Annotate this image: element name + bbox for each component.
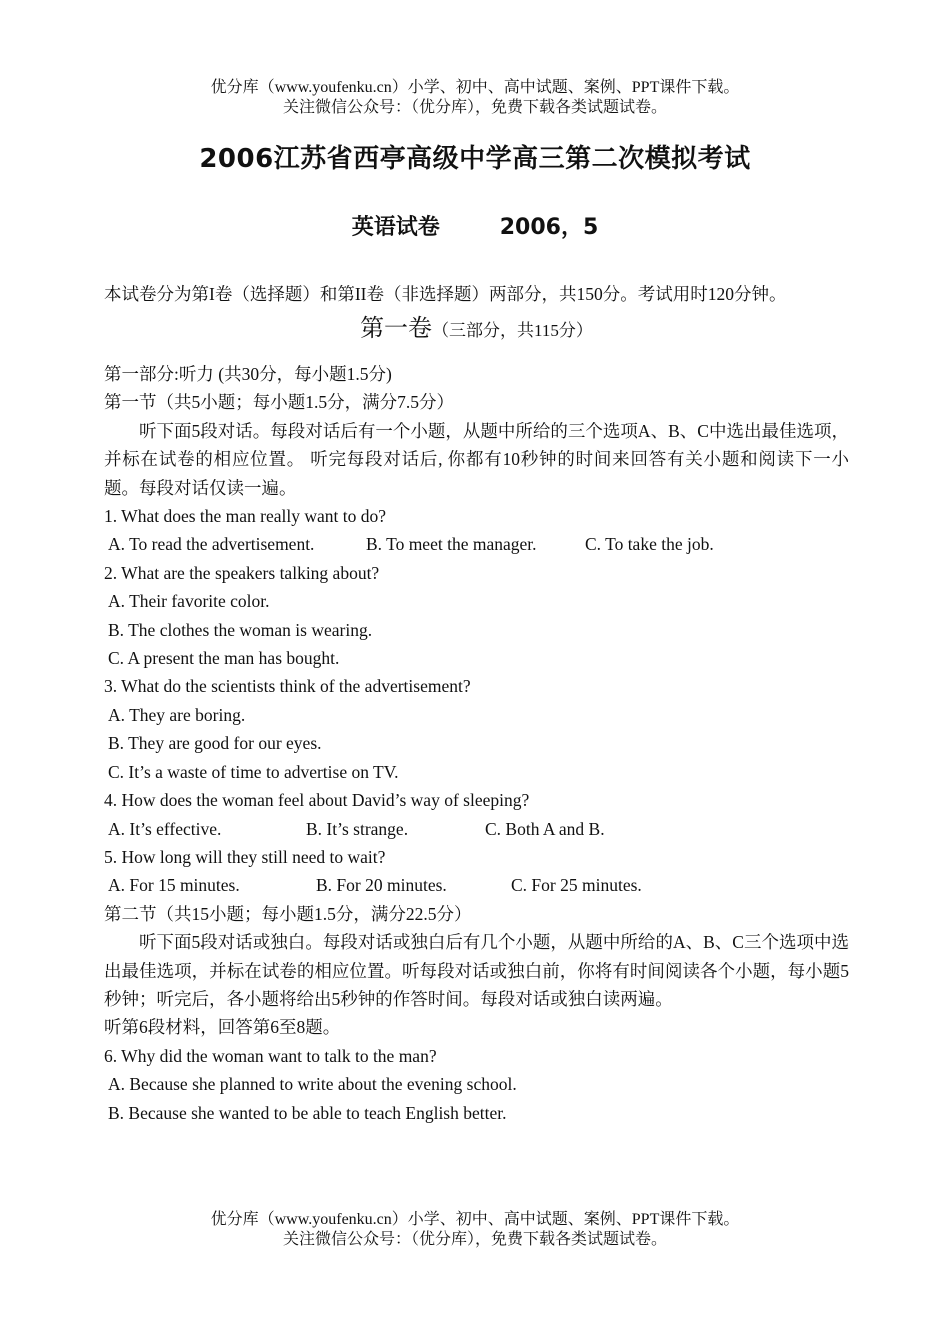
page-header [0, 78, 950, 118]
material-note: 听第6段材料，回答第6至8题。 [104, 1017, 341, 1038]
option-b: B. For 20 minutes. [316, 875, 447, 896]
option-b: B. It’s strange. [306, 818, 409, 839]
question-stem: 6. Why did the woman want to talk to the man? [104, 1045, 437, 1066]
option-c: C. A present the man has bought. [108, 648, 340, 669]
volume-name: 第一卷 [360, 316, 433, 342]
question-stem: 2. What are the speakers talking about? [104, 562, 380, 583]
option-b: B. To meet the manager. [366, 534, 537, 555]
question-options [104, 815, 849, 843]
subject-label: 英语试卷 [351, 215, 440, 240]
option-c: C. For 25 minutes. [511, 875, 642, 896]
option-c: C. It’s a waste of time to advertise on TV. [108, 761, 399, 782]
section1-instructions: 听下面5段对话。每段对话后有一个小题，从题中所给的三个选项A、B、C中选出最佳选项，并标在试卷的相应位置。 听完每段对话后, 你都有10秒钟的时间来回答有关小题和阅读下一小题。每段对话仅读一遍。 [104, 420, 849, 498]
option-c: C. To take the job. [585, 534, 714, 555]
option-b: B. They are good for our eyes. [108, 733, 322, 754]
exam-title: 2006江苏省西亭高级中学高三第二次模拟考试 [199, 144, 751, 174]
exam-subtitle [0, 210, 950, 241]
question-stem: 4. How does the woman feel about David’s way of sleeping? [104, 790, 530, 811]
exam-body [104, 280, 849, 1127]
page-footer [0, 1210, 950, 1250]
volume-heading [104, 311, 849, 350]
option-b: B. Because she wanted to be able to teach English better. [108, 1102, 507, 1123]
section1-heading: 第一节（共5小题；每小题1.5分，满分7.5分） [104, 392, 454, 413]
exam-date: 2006，5 [499, 215, 599, 240]
exam-intro: 本试卷分为第I卷（选择题）和第II卷（非选择题）两部分，共150分。考试用时120分钟。 [104, 284, 787, 304]
question-stem: 1. What does the man really want to do? [104, 506, 387, 527]
section2-heading: 第二节（共15小题；每小题1.5分，满分22.5分） [104, 903, 472, 924]
option-b: B. The clothes the woman is wearing. [108, 619, 373, 640]
option-a: A. They are boring. [108, 704, 246, 725]
option-a: A. Their favorite color. [108, 591, 270, 612]
question-stem: 5. How long will they still need to wait? [104, 846, 386, 867]
volume-note: （三部分，共115分） [432, 321, 593, 340]
option-a: A. To read the advertisement. [108, 534, 315, 555]
option-a: A. It’s effective. [108, 818, 222, 839]
section2-instructions: 听下面5段对话或独白。每段对话或独白后有几个小题，从题中所给的A、B、C三个选项中选出最佳选项，并标在试卷的相应位置。听每段对话或独白前，你将有时间阅读各个小题，每小题5秒钟；听完后，各小题将给出5秒钟的作答时间。每段对话或独白读两遍。 [104, 932, 849, 1009]
footer-line-2: 关注微信公众号：（优分库），免费下载各类试题试卷。 [282, 1231, 667, 1248]
option-a: A. For 15 minutes. [108, 875, 240, 896]
option-a: A. Because she planned to write about the evening school. [108, 1074, 517, 1095]
header-line-1: 优分库（www.youfenku.cn）小学、初中、高中试题、案例、PPT课件下载。 [210, 79, 740, 96]
header-line-2: 关注微信公众号：（优分库），免费下载各类试题试卷。 [282, 99, 667, 116]
footer-line-1: 优分库（www.youfenku.cn）小学、初中、高中试题、案例、PPT课件下载。 [210, 1211, 740, 1228]
question-stem: 3. What do the scientists think of the advertisement? [104, 676, 471, 697]
question-options [104, 871, 849, 899]
part1-heading: 第一部分:听力 (共30分，每小题1.5分) [104, 364, 392, 384]
option-c: C. Both A and B. [485, 818, 605, 839]
question-options [104, 530, 849, 558]
